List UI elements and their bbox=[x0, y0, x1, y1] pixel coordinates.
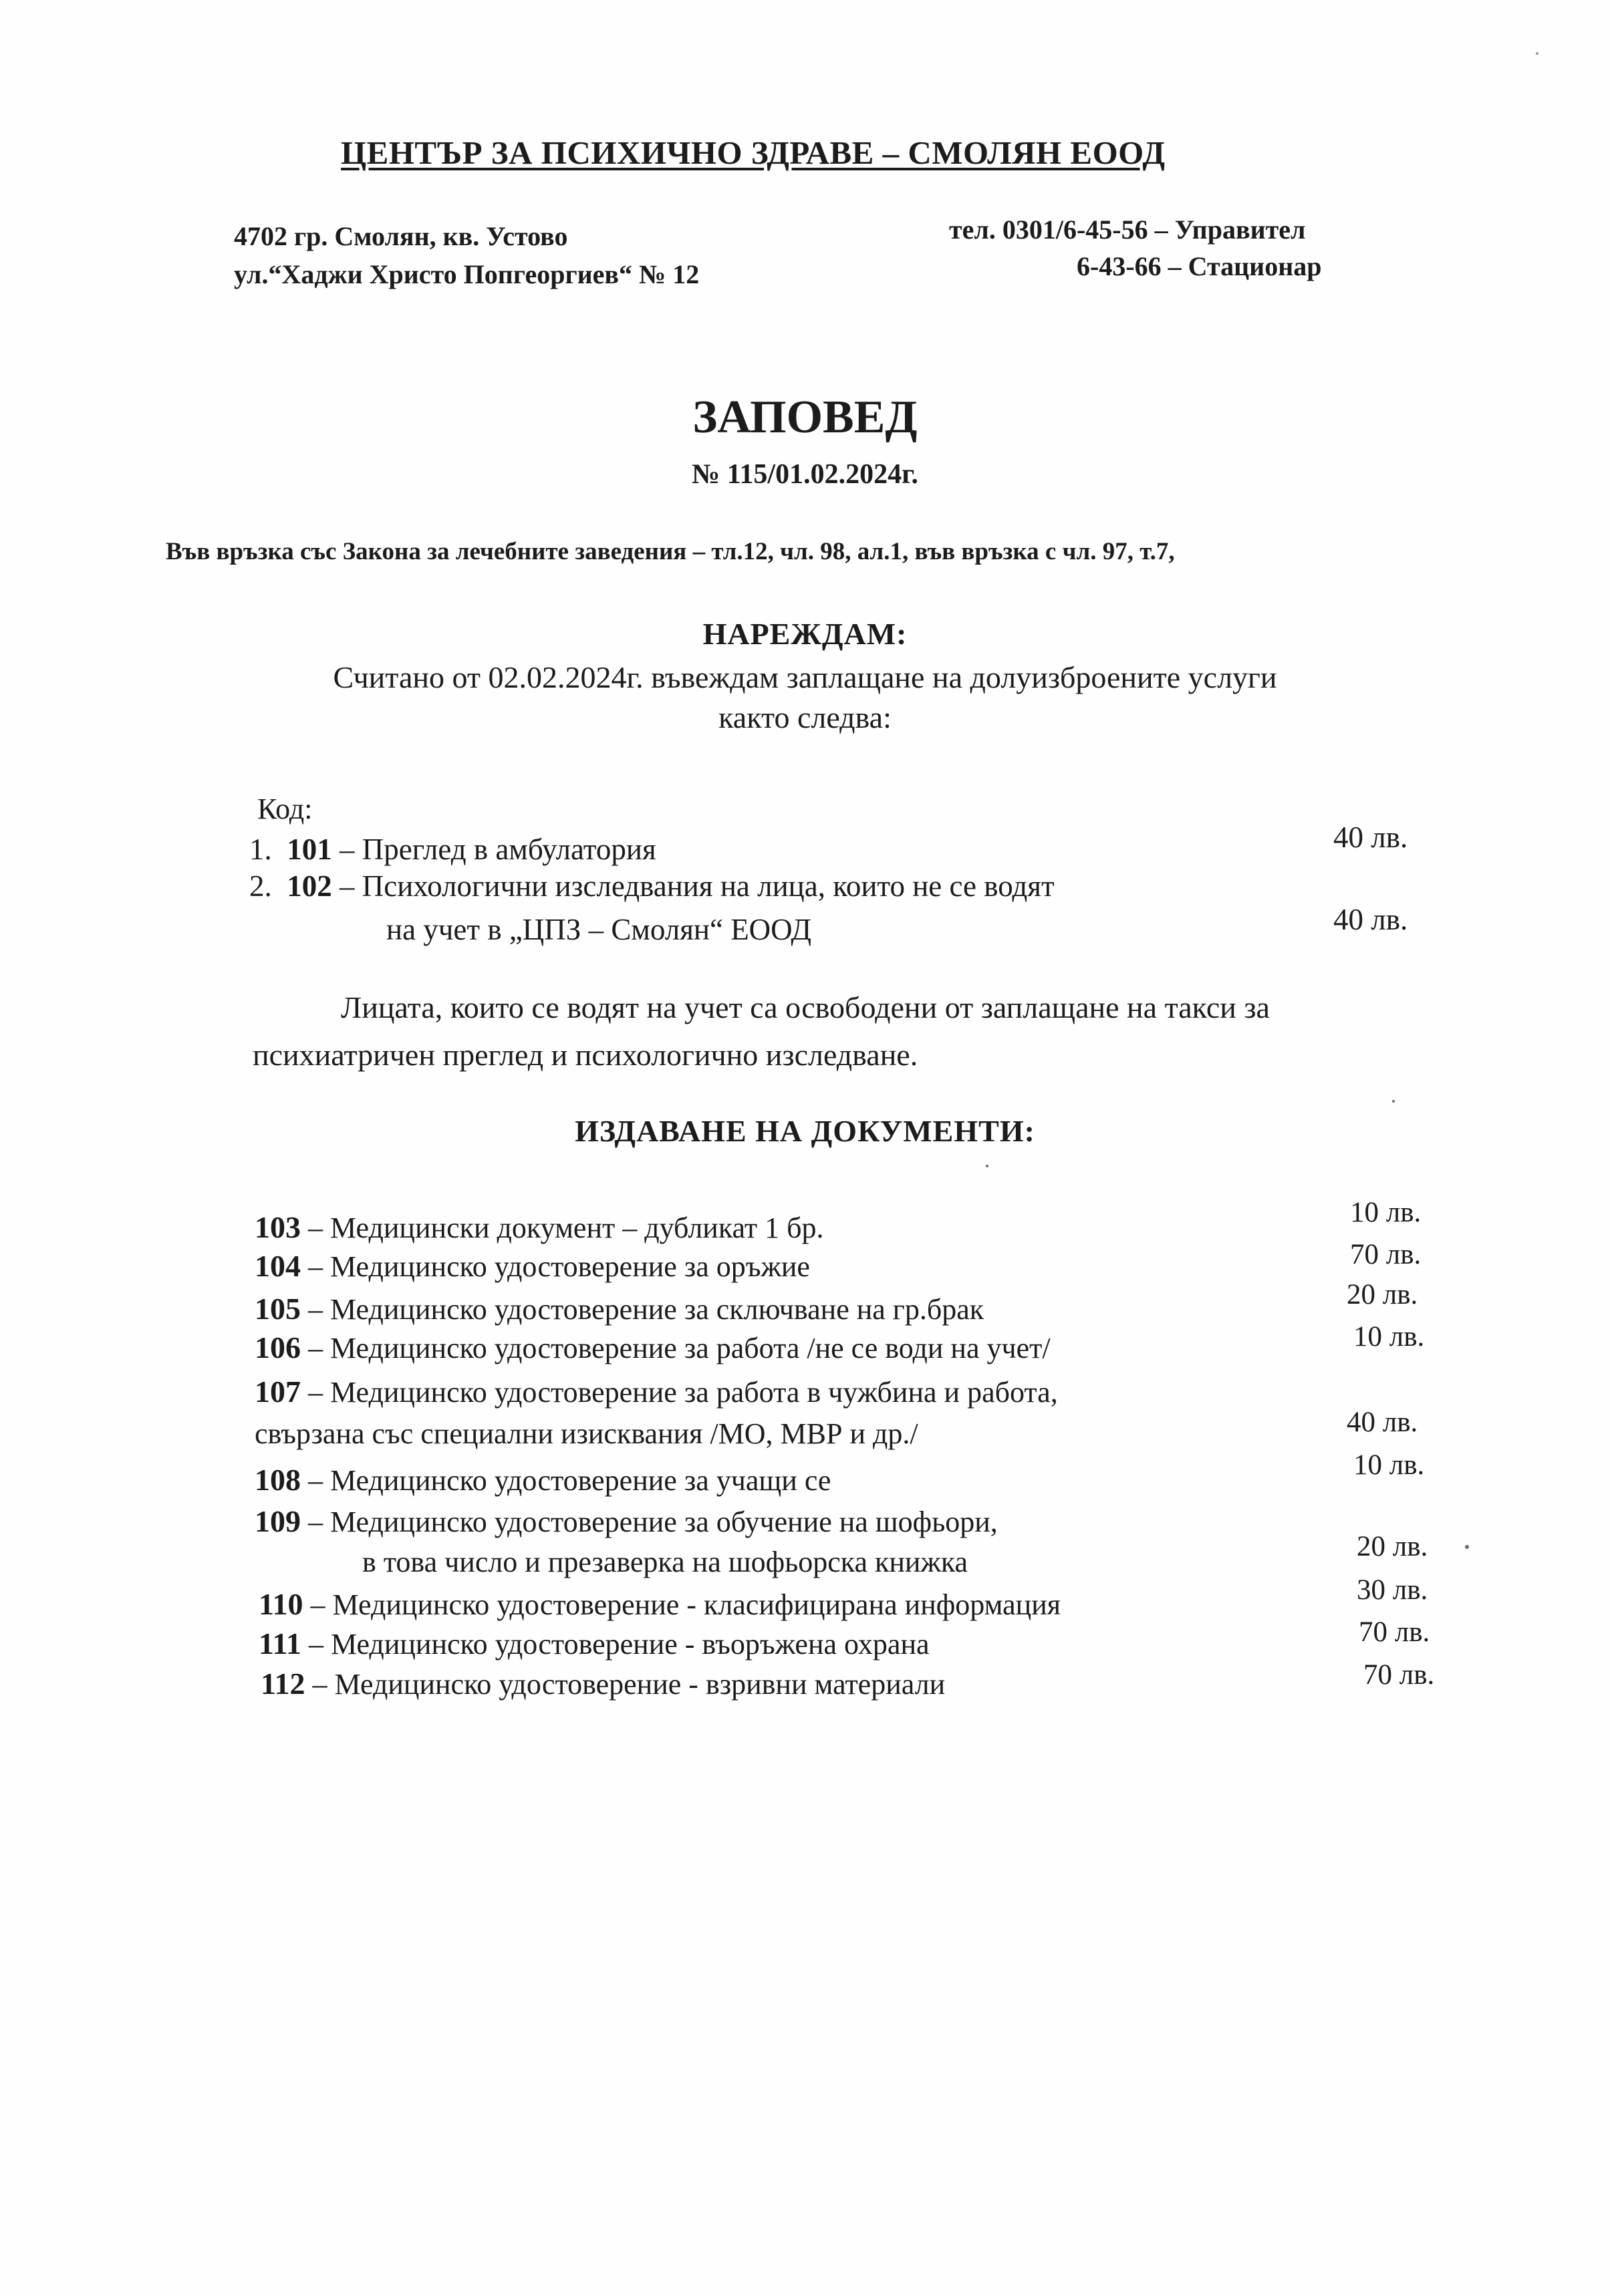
code-heading: Код: bbox=[257, 793, 313, 825]
scan-speck bbox=[986, 1165, 988, 1167]
document-item bbox=[255, 1374, 1058, 1409]
document-price: 10 лв. bbox=[1353, 1449, 1425, 1481]
service-price: 40 лв. bbox=[1333, 903, 1408, 936]
document-item bbox=[259, 1586, 1061, 1622]
exemption-note-line-1: Лицата, които се водят на учет са освободени от заплащане на такси за bbox=[341, 990, 1270, 1024]
address-line-1: 4702 гр. Смолян, кв. Устово bbox=[234, 221, 568, 251]
document-item bbox=[255, 1462, 831, 1497]
service-code: 102 bbox=[287, 869, 332, 903]
document-label: – Медицинско удостоверение - класифицирана информация bbox=[303, 1588, 1061, 1621]
organization-name: ЦЕНТЪР ЗА ПСИХИЧНО ЗДРАВЕ – СМОЛЯН ЕООД bbox=[341, 134, 1166, 171]
scan-speck bbox=[1465, 1545, 1469, 1549]
document-code: 108 bbox=[255, 1463, 301, 1497]
document-price: 20 лв. bbox=[1347, 1279, 1418, 1310]
document-price: 70 лв. bbox=[1363, 1659, 1435, 1691]
document-item bbox=[259, 1626, 930, 1661]
document-item bbox=[255, 1291, 984, 1326]
service-number: 1. bbox=[249, 833, 272, 866]
document-code: 107 bbox=[255, 1375, 301, 1409]
service-code: 101 bbox=[287, 833, 332, 866]
document-label: – Медицинско удостоверение за сключване на гр.брак bbox=[301, 1293, 984, 1326]
document-item bbox=[255, 1209, 824, 1245]
document-label-continued: в това число и презаверка на шофьорска книжка bbox=[362, 1546, 968, 1578]
document-code: 112 bbox=[261, 1667, 305, 1701]
document-code: 105 bbox=[255, 1292, 301, 1326]
document-label: – Медицинско удостоверение за оръжие bbox=[301, 1250, 810, 1283]
document-code: 106 bbox=[255, 1330, 301, 1365]
document-price: 70 лв. bbox=[1350, 1239, 1422, 1270]
document-price: 10 лв. bbox=[1353, 1321, 1425, 1352]
document-code: 109 bbox=[255, 1504, 301, 1538]
document-price: 30 лв. bbox=[1357, 1574, 1428, 1606]
scan-speck bbox=[1392, 1100, 1395, 1103]
order-verb: НАРЕЖДАМ: bbox=[702, 617, 908, 651]
document-label: – Медицинско удостоверение за работа в чужбина и работа, bbox=[301, 1376, 1058, 1409]
document-label: – Медицинско удостоверение - въоръжена охрана bbox=[301, 1628, 930, 1661]
document-price: 40 лв. bbox=[1347, 1407, 1418, 1438]
service-number: 2. bbox=[249, 869, 272, 903]
document-item bbox=[255, 1503, 998, 1539]
intro-line-2: както следва: bbox=[718, 700, 892, 734]
document-label: – Медицинско удостоверение - взривни материали bbox=[305, 1668, 946, 1701]
service-label-continued: на учет в „ЦПЗ – Смолян“ ЕООД bbox=[386, 913, 812, 946]
phone-line-2: 6-43-66 – Стационар bbox=[1077, 251, 1322, 281]
phone-line-1: тел. 0301/6-45-56 – Управител bbox=[949, 214, 1306, 245]
service-item bbox=[249, 832, 656, 867]
document-label: – Медицинско удостоверение за работа /не се води на учет/ bbox=[301, 1332, 1051, 1365]
document-label: – Медицинско удостоверение за учащи се bbox=[301, 1464, 831, 1497]
scan-speck bbox=[1536, 52, 1538, 55]
address-line-2: ул.“Хаджи Христо Попгеоргиев“ № 12 bbox=[234, 259, 700, 289]
document-price: 70 лв. bbox=[1359, 1616, 1430, 1648]
service-price: 40 лв. bbox=[1333, 821, 1408, 854]
service-label: – Психологични изследвания на лица, които не се водят bbox=[331, 869, 1055, 903]
order-number: № 115/01.02.2024г. bbox=[692, 459, 918, 490]
service-item bbox=[249, 869, 1055, 903]
document-item bbox=[255, 1248, 810, 1284]
document-label: – Медицинско удостоверение за обучение на шофьори, bbox=[301, 1505, 998, 1538]
document-label: – Медицински документ – дубликат 1 бр. bbox=[301, 1211, 824, 1244]
document-price: 10 лв. bbox=[1350, 1197, 1422, 1228]
legal-basis: Във връзка със Закона за лечебните заведения – тл.12, чл. 98, ал.1, във връзка с чл. 97, т.7, bbox=[166, 538, 1175, 565]
document-label-continued: свързана със специални изисквания /МО, МВР и др./ bbox=[255, 1417, 918, 1450]
document-code: 103 bbox=[255, 1210, 301, 1244]
document-code: 111 bbox=[259, 1626, 301, 1661]
intro-line-1: Считано от 02.02.2024г. въвеждам заплащане на долуизброените услуги bbox=[333, 660, 1277, 694]
exemption-note-line-2: психиатричен преглед и психологично изследване. bbox=[253, 1038, 918, 1072]
document-code: 104 bbox=[255, 1249, 301, 1283]
order-title: ЗАПОВЕД bbox=[692, 392, 918, 443]
document-item bbox=[261, 1666, 945, 1701]
document-item bbox=[255, 1330, 1051, 1365]
document-code: 110 bbox=[259, 1587, 303, 1621]
document-price: 20 лв. bbox=[1357, 1531, 1428, 1562]
service-label: – Преглед в амбулатория bbox=[331, 833, 656, 866]
documents-section-title: ИЗДАВАНЕ НА ДОКУМЕНТИ: bbox=[575, 1114, 1035, 1148]
